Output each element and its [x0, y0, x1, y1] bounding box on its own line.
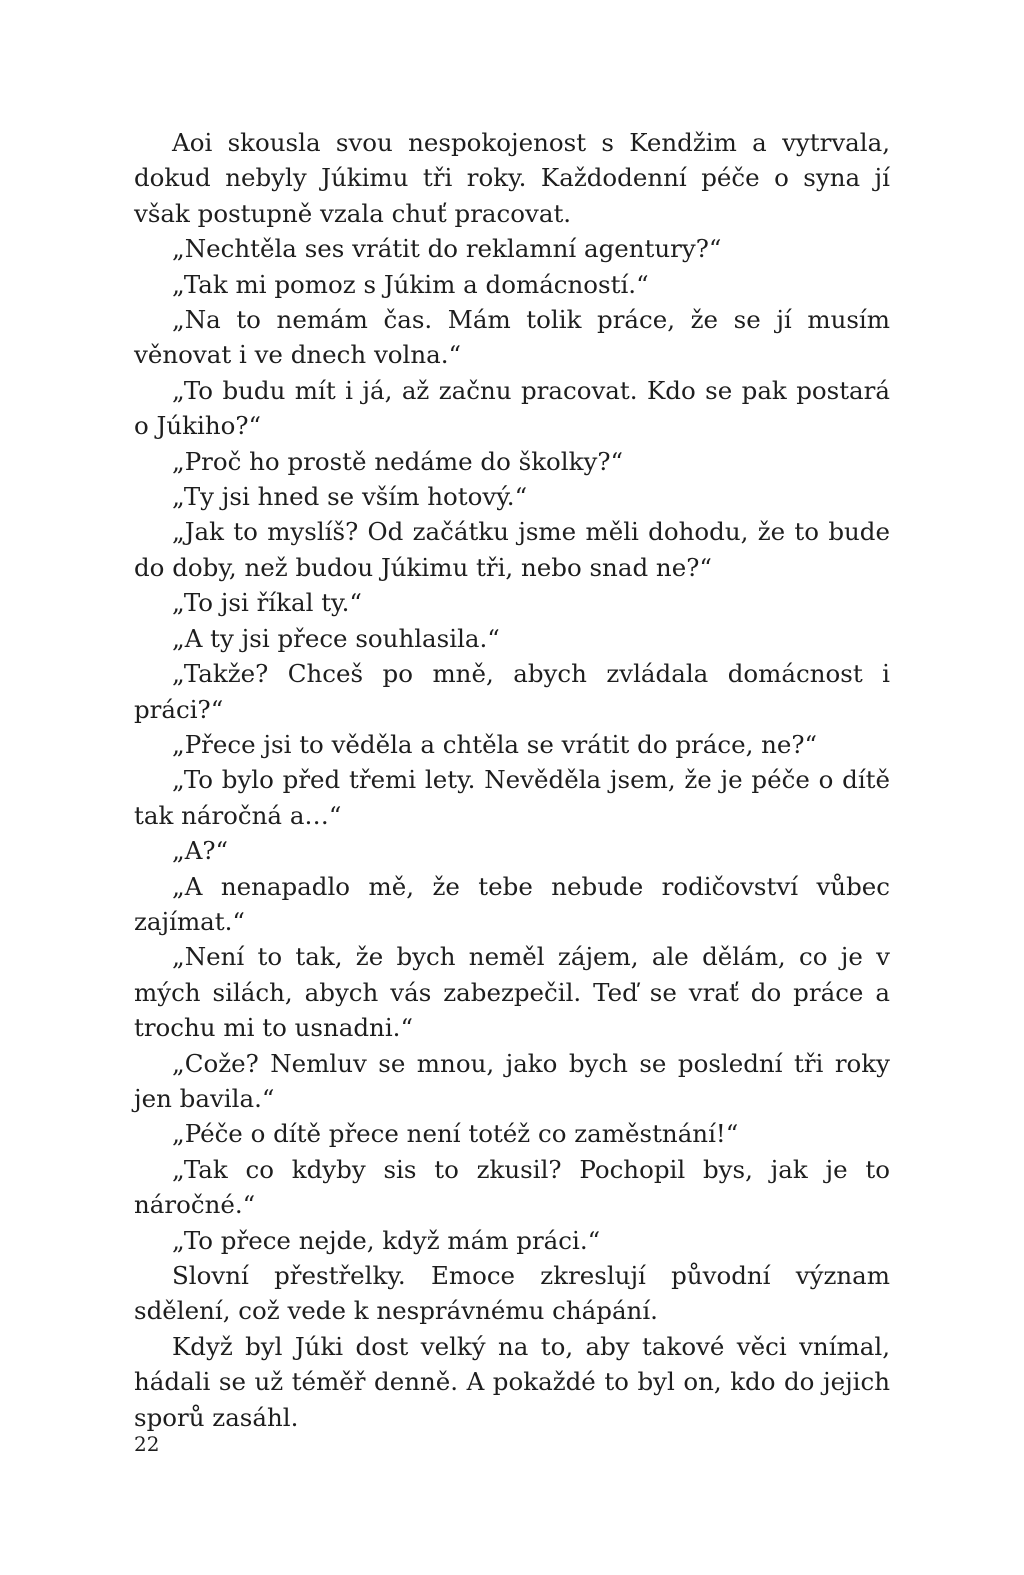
- dialogue-line: „To budu mít i já, až začnu pracovat. Kdo se pak postará o Júkiho?“: [134, 375, 890, 441]
- dialogue-line: „Tak co kdyby sis to zkusil? Pochopil bys, jak je to náročné.“: [134, 1154, 890, 1220]
- dialogue-line: „A?“: [172, 836, 229, 866]
- dialogue-line: „Není to tak, že bych neměl zájem, ale dělám, co je v mých silách, abych vás zabezpečil. Teď se vrať do práce a trochu mi to usnadni.“: [134, 942, 890, 1043]
- paragraph: Slovní přestřelky. Emoce zkreslují původní význam sdělení, což vede k nesprávnému chápání.: [134, 1261, 890, 1326]
- page-body: [134, 125, 890, 1435]
- page-number: 22: [134, 1432, 160, 1456]
- dialogue-line: „Tak mi pomoz s Júkim a domácností.“: [172, 269, 649, 299]
- paragraph: Když byl Júki dost velký na to, aby takové věci vnímal, hádali se už téměř denně. A pokaždé to byl on, kdo do jejich sporů zasáhl.: [134, 1331, 890, 1432]
- dialogue-line: „A nenapadlo mě, že tebe nebude rodičovství vůbec zajímat.“: [134, 871, 890, 936]
- paragraph: Aoi skousla svou nespokojenost s Kendžim a vytrvala, dokud nebyly Júkimu tři roky. Každodenní péče o syna jí však postupně vzala chuť pracovat.: [134, 128, 890, 228]
- dialogue-line: „To bylo před třemi lety. Nevěděla jsem, že je péče o dítě tak náročná a…“: [134, 765, 890, 830]
- dialogue-line: „Jak to myslíš? Od začátku jsme měli dohodu, že to bude do doby, než budou Júkimu tři, nebo snad ne?“: [134, 517, 890, 582]
- dialogue-line: „Ty jsi hned se vším hotový.“: [172, 482, 528, 512]
- dialogue-line: „Na to nemám čas. Mám tolik práce, že se jí musím věnovat i ve dnech volna.“: [134, 305, 890, 370]
- dialogue-line: „Cože? Nemluv se mnou, jako bych se poslední tři roky jen bavila.“: [134, 1048, 890, 1113]
- dialogue-line: „To jsi říkal ty.“: [172, 588, 362, 618]
- dialogue-line: „A ty jsi přece souhlasila.“: [172, 623, 500, 653]
- dialogue-line: „Přece jsi to věděla a chtěla se vrátit do práce, ne?“: [172, 729, 818, 759]
- dialogue-line: „Nechtěla ses vrátit do reklamní agentury?“: [172, 234, 722, 264]
- dialogue-line: „Péče o dítě přece není totéž co zaměstnání!“: [172, 1119, 739, 1149]
- dialogue-line: „To přece nejde, když mám práci.“: [172, 1225, 601, 1255]
- dialogue-line: „Takže? Chceš po mně, abych zvládala domácnost i práci?“: [134, 659, 890, 724]
- dialogue-line: „Proč ho prostě nedáme do školky?“: [172, 446, 623, 476]
